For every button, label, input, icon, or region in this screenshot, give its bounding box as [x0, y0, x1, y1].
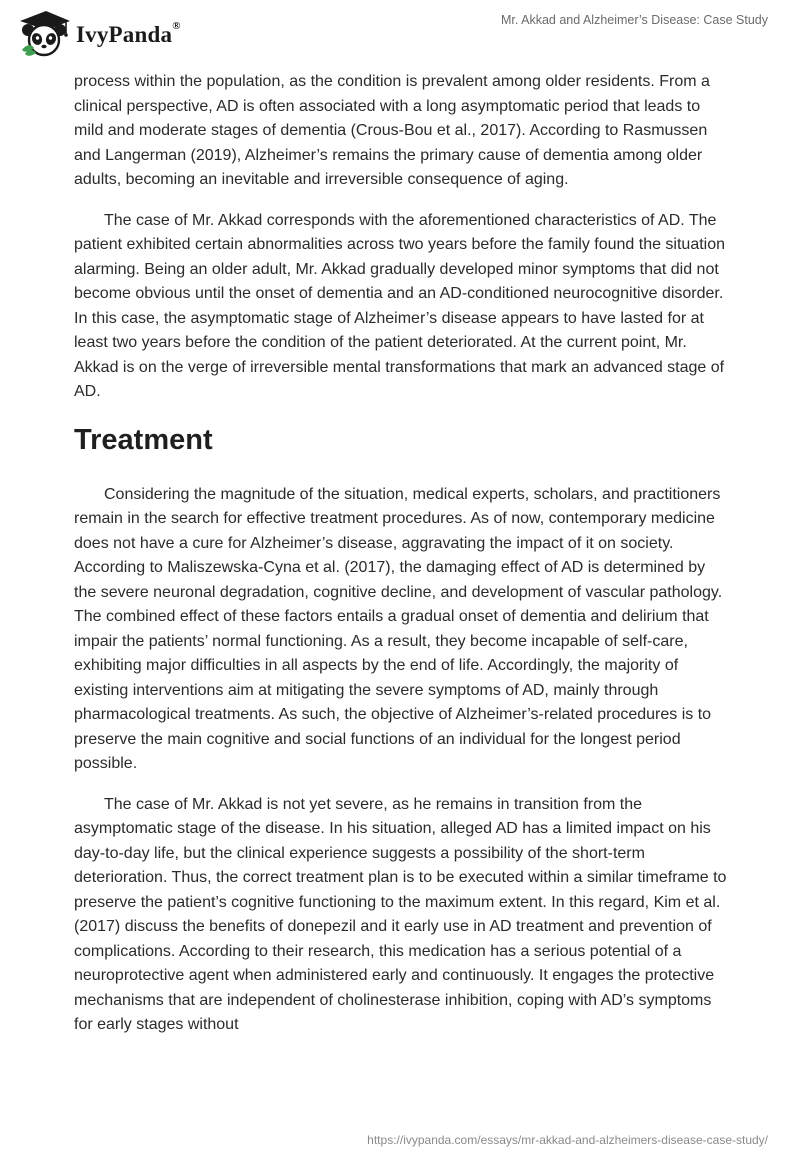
paragraph: process within the population, as the condition is prevalent among older residents. From a clinical perspective, AD is often associated with a long asymptomatic period that leads to mild and moderate stages of dementia (Crous-Bou et al., 2017). According to Rasmussen and Langerman (2019), Alzheimer’s remains the primary cause of dementia among older adults, becoming an inevitable and irreversible consequence of aging. [74, 73, 710, 188]
paragraph: The case of Mr. Akkad corresponds with the aforementioned characteristics of AD. The patient exhibited certain abnormalities across two years before the family found the situation alarming. Being an older adult, Mr. Akkad gradually developed minor symptoms that did not become obvious until the onset of dementia and an AD-conditioned neurocognitive disorder. In this case, the asymptomatic stage of Alzheimer’s disease appears to have lasted for at least two years before the condition of the patient deteriorated. At the current point, Mr. Akkad is on the verge of irreversible mental transformations that mark an advanced stage of AD. [74, 211, 726, 400]
panda-graduate-icon [16, 8, 72, 58]
section-heading-treatment: Treatment [74, 423, 213, 456]
paragraph: Considering the magnitude of the situation, medical experts, scholars, and practitioners remain in the search for effective treatment procedures. As of now, contemporary medicine does not have a cure for Alzheimer’s disease, aggravating the impact of it on society. According to Maliszewska-Cyna et al. (2017), the damaging effect of AD is determined by the severe neuronal degradation, cognitive decline, and development of vascular pathology. The combined effect of these factors entails a gradual onset of dementia and delirium that impair the patients’ normal functioning. As a result, they become incapable of self-care, exhibiting major difficulties in all aspects by the end of life. Accordingly, the majority of existing interventions aim at mitigating the severe symptoms of AD, mainly through pharmacological treatments. As such, the objective of Alzheimer’s-related procedures is to preserve the main cognitive and social functions of an individual for the longest period possible. [74, 485, 723, 772]
page-header [0, 0, 800, 70]
paragraph: The case of Mr. Akkad is not yet severe, as he remains in transition from the asymptomatic stage of the disease. In his situation, alleged AD has a limited impact on his day-to-day life, but the clinical experience suggests a possibility of the short-term deterioration. Thus, the correct treatment plan is to be executed within a similar timeframe to preserve the patient’s cognitive functioning to the maximum extent. In this regard, Kim et al. (2017) discuss the benefits of donepezil and it early use in AD treatment and prevention of complications. According to their research, this medication has a serious potential of a neuroprotective agent when administered early and continuously. It engages the protective mechanisms that are independent of cholinesterase inhibition, coping with AD’s symptoms for early stages without [74, 795, 727, 1033]
brand-name: IvyPanda® [76, 20, 181, 47]
document-title: Mr. Akkad and Alzheimer’s Disease: Case Study [500, 13, 768, 27]
ivypanda-logo[interactable] [16, 8, 181, 58]
registered-mark: ® [172, 20, 181, 33]
source-url[interactable]: https://ivypanda.com/essays/mr-akkad-and-alzheimers-disease-case-study/ [367, 1133, 768, 1147]
essay-body [74, 70, 730, 1054]
